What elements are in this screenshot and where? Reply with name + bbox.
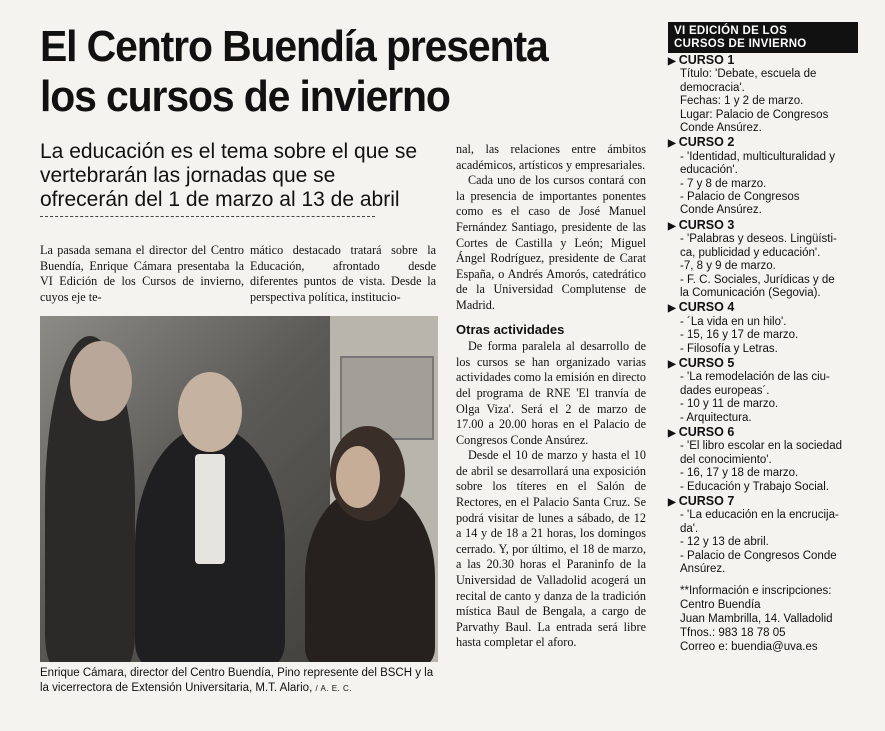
course-detail-line: - 'La educación en la encrucija- [680,509,839,522]
course-name: CURSO 3 [678,217,735,232]
photo-person-left-head [70,341,132,421]
contact-line: Tfnos.: 983 18 78 05 [680,627,786,640]
course-detail-line: - 'El libro escolar en la sociedad [680,440,842,453]
headline-line-1: El Centro Buendía presenta [40,22,548,71]
course-detail-line: dades europeas´. [680,384,770,397]
contact-line: Correo e: buendia@uva.es [680,641,818,654]
course-item [668,495,858,576]
course-heading [668,426,858,440]
body-column-1 [40,243,244,305]
course-item [668,426,858,494]
photo-caption [40,666,440,696]
course-detail-line: la Comunicación (Segovia). [680,286,821,299]
triangle-bullet-icon: ▶ [668,427,676,439]
contact-line: Juan Mambrilla, 14. Valladolid [680,613,833,626]
sidebar-title [668,22,858,53]
contact-line: **Información e inscripciones: [680,585,832,598]
course-name: CURSO 4 [678,300,735,315]
course-detail-line: Lugar: Palacio de Congresos [680,108,829,121]
course-detail-line: del conocimiento'. [680,453,772,466]
course-detail-line: - Educación y Trabajo Social. [680,480,829,493]
course-detail-line: - 'La remodelación de las ciu- [680,371,830,384]
course-detail-line: democracia'. [680,81,745,94]
course-name: CURSO 6 [678,424,735,439]
contact-info [668,584,858,654]
course-name: CURSO 1 [678,53,735,67]
headline [40,22,607,122]
course-name: CURSO 2 [678,135,735,150]
course-item [668,54,858,135]
course-detail-line: - Palacio de Congresos Conde [680,549,837,562]
deck-subtitle [40,140,460,212]
course-heading [668,219,858,233]
course-detail-line: educación'. [680,164,738,177]
headline-line-2: los cursos de invierno [40,72,450,121]
course-item [668,219,858,300]
course-detail-line: - ´La vida en un hilo'. [680,315,787,328]
course-item [668,301,858,356]
triangle-bullet-icon: ▶ [668,56,676,67]
body-paragraph: Cada uno de los cursos contará con la presencia de importantes ponentes como es el caso de José Manuel Fernández Santiago, presidente de las Cortes de Castilla y León; Miguel Ángel Rodríguez, presidente de Carat España, o Andrés Amorós, catedrático de la Universidad Complutense de Madrid. [456,173,646,312]
body-column-2 [250,243,436,305]
body-paragraph: nal, las relaciones entre ámbitos académicos, artísticos y empresariales. [456,142,646,172]
subheading-otras-actividades: Otras actividades [456,321,565,337]
course-detail-line: - 'Palabras y deseos. Lingüísti- [680,233,837,246]
caption-text: Enrique Cámara, director del Centro Buendía, Pino represente del BSCH y la la vicerrectora de Extensión Universitaria, M.T. Alario, [40,667,434,694]
body-column-3 [456,142,646,651]
news-photo [40,316,438,662]
course-detail-line: - 12 y 13 de abril. [680,536,769,549]
course-name: CURSO 5 [678,355,735,370]
course-detail-line: - Palacio de Congresos [680,191,800,204]
triangle-bullet-icon: ▶ [668,138,676,150]
course-detail-line: - 15, 16 y 17 de marzo. [680,329,799,342]
contact-line: Centro Buendía [680,599,761,612]
deck-line-1: La educación es el tema sobre el que se [40,140,418,163]
course-heading [668,495,858,509]
course-detail-line: - 10 y 11 de marzo. [680,398,779,411]
course-detail-line: - Arquitectura. [680,411,752,424]
triangle-bullet-icon: ▶ [668,220,676,232]
course-heading [668,54,858,68]
sidebar-title-line-1: VI EDICIÓN DE LOS [674,25,788,37]
course-list [668,54,858,576]
triangle-bullet-icon: ▶ [668,303,676,315]
course-heading [668,136,858,150]
course-detail-line: - F. C. Sociales, Jurídicas y de [680,273,835,286]
course-detail-line: Conde Ansúrez. [680,122,762,135]
course-name: CURSO 7 [678,494,735,508]
course-detail-line: - 16, 17 y 18 de marzo. [680,467,799,480]
body-paragraph: mático destacado tratará sobre la Educación, afrontado desde diferentes puntos de vista. Desde la perspectiva política, institucio- [250,243,436,304]
course-item [668,357,858,425]
course-detail-line: Ansúrez. [680,563,726,576]
courses-sidebar [668,22,858,654]
course-heading [668,357,858,371]
course-item [668,136,858,217]
course-detail-line: Título: 'Debate, escuela de [680,68,817,81]
deck-line-2: vertebrarán las jornadas que se [40,164,336,187]
body-paragraph: Desde el 10 de marzo y hasta el 10 de abril se desarrollará una exposición sobre los títeres en el Salón de Rectores, en el Palacio Santa Cruz. Se podrá visitar de lunes a sábado, de 12 a 14 y de 18 a 21 horas, los domingos cerrado. Y, por último, el 18 de marzo, a las 20.30 horas el Paraninfo de la Universidad de Valladolid acogerá un recital de canto y danza de la tradición mística Baul de Bengala, a cargo de Parvathy Baul. La entrada será libre hasta completar el aforo. [456,448,646,650]
photo-person-center-head [178,372,242,452]
course-detail-line: - 'Identidad, multiculturalidad y [680,150,835,163]
course-detail-line: da'. [680,522,699,535]
body-paragraph: De forma paralela al desarrollo de los cursos se han organizado varias actividades como la emisión en directo del programa de RNE 'El tranvía de Olga Viza'. Será el 2 de marzo de 17.00 a 20.00 horas en el Palacio de Congresos Conde Ansúrez. [456,339,646,447]
sidebar-title-line-2: CURSOS DE INVIERNO [674,37,807,50]
course-detail-line: Conde Ansúrez. [680,204,762,217]
triangle-bullet-icon: ▶ [668,358,676,370]
body-paragraph: La pasada semana el director del Centro Buendía, Enrique Cámara presentaba la VI Edición de los Cursos de invierno, cuyos eje te- [40,243,244,304]
course-detail-line: Fechas: 1 y 2 de marzo. [680,95,804,108]
course-heading [668,301,858,315]
photo-credit: / A. E. C. [315,684,353,693]
photo-person-right-face [336,446,380,508]
deck-divider [40,216,375,217]
course-detail-line: -7, 8 y 9 de marzo. [680,260,776,273]
course-detail-line: - Filosofía y Letras. [680,342,778,355]
course-detail-line: - 7 y 8 de marzo. [680,177,767,190]
photo-person-center-shirt [195,454,225,564]
triangle-bullet-icon: ▶ [668,497,676,508]
deck-line-3: ofrecerán del 1 de marzo al 13 de abril [40,188,400,211]
course-detail-line: ca, publicidad y educación'. [680,246,821,259]
photo-background-frame [340,356,434,440]
